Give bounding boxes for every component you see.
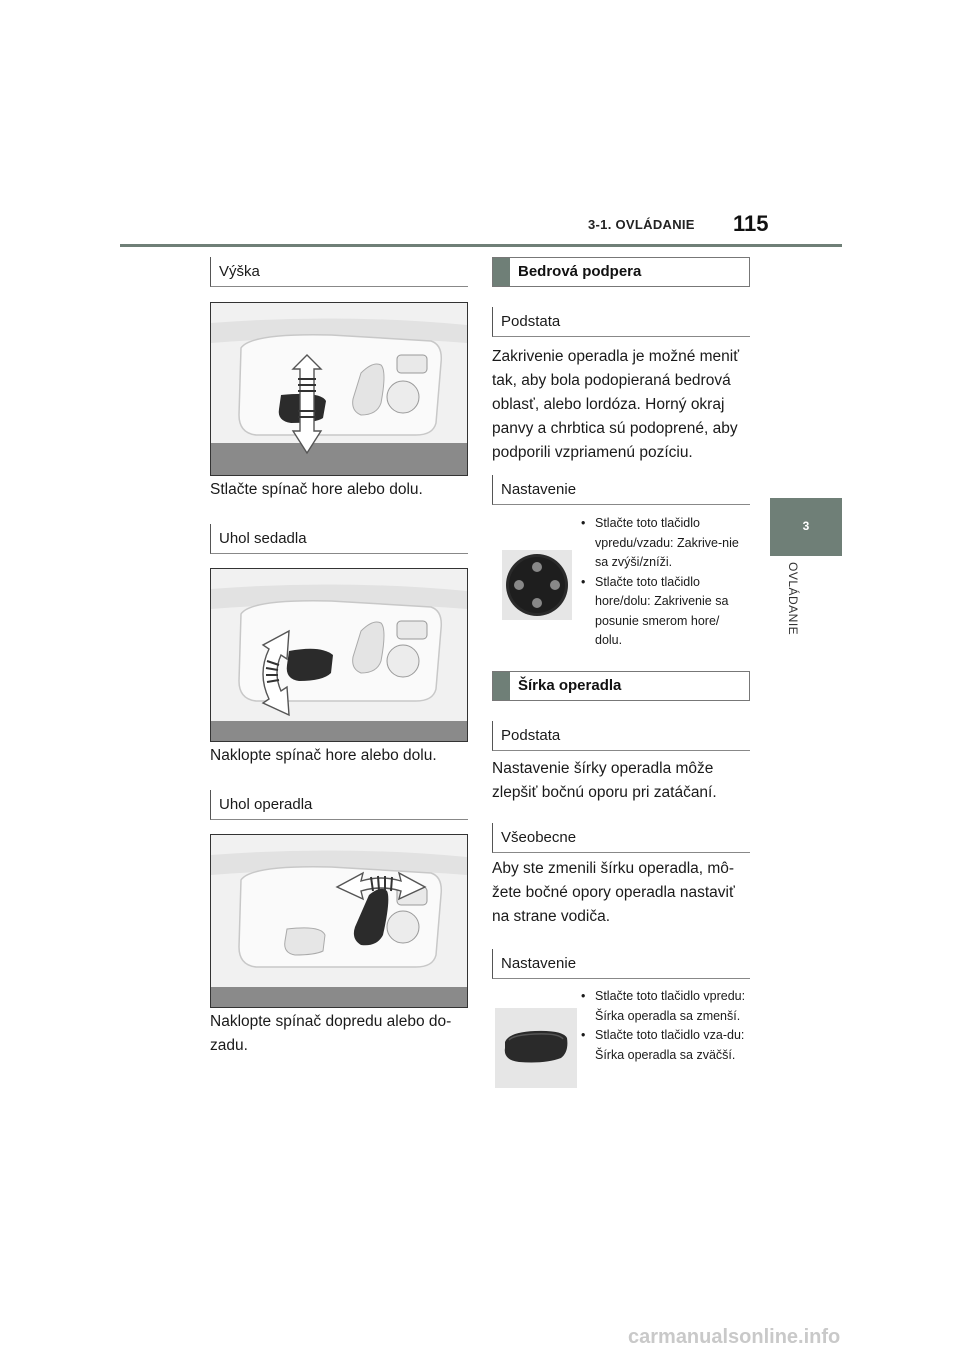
width-general-text: Aby ste zmenili šírku operadla, mô-žete bočné opory operadla nastaviť na strane vodiča. [492, 860, 735, 925]
watermark: carmanualsonline.info [628, 1326, 841, 1348]
lumbar-principle-text: Zakrivenie operadla je možné meniť tak, aby bola podopieraná bedrová oblasť, alebo lordóza. Horný okraj panvy a chrbtica sú podoprené, aby podporili vzpriamenú pozíciu. [492, 348, 740, 461]
chapter-number: 3 [802, 519, 810, 533]
lumbar-heading: Bedrová podpera [492, 257, 750, 287]
lumbar-button-illustration [502, 550, 572, 620]
lumbar-button-image [502, 550, 572, 620]
width-button-illustration [495, 1008, 577, 1088]
width-heading: Šírka operadla [492, 671, 750, 701]
lumbar-principle-heading: Podstata [492, 307, 750, 337]
height-text: Stlačte spínač hore alebo dolu. [210, 481, 423, 498]
backrest-angle-illustration [211, 835, 467, 1007]
seat-angle-heading: Uhol sedadla [210, 524, 468, 554]
height-heading: Výška [210, 257, 468, 287]
lumbar-adjust-heading: Nastavenie [492, 475, 750, 505]
seat-height-figure [210, 302, 468, 476]
width-principle-text: Nastavenie šírky operadla môže zlepšiť bočnú oporu pri zatáčaní. [492, 760, 717, 801]
section-label: 3-1. OVLÁDANIE [588, 217, 695, 232]
bullet-item: • Stlačte toto tlačidlo hore/dolu: Zakrivenie sa posunie smerom hore/ dolu. [580, 573, 748, 651]
bullet-item: • Stlačte toto tlačidlo vpredu: Šírka operadla sa zmenší. [580, 987, 748, 1026]
lumbar-bullets [580, 514, 748, 651]
backrest-angle-text: Naklopte spínač dopredu alebo do- zadu. [210, 1013, 452, 1054]
width-principle-heading: Podstata [492, 721, 750, 751]
bullet-item: • Stlačte toto tlačidlo vpredu/vzadu: Zakrive-nie sa zvýši/zníži. [580, 514, 748, 573]
seat-angle-text: Naklopte spínač hore alebo dolu. [210, 747, 437, 764]
backrest-angle-heading: Uhol operadla [210, 790, 468, 820]
chapter-label: OVLÁDANIE [786, 562, 800, 636]
page-number: 115 [733, 211, 769, 236]
width-bullets [580, 987, 748, 1065]
width-adjust-heading: Nastavenie [492, 949, 750, 979]
header-rule [120, 244, 842, 247]
seat-height-illustration [211, 303, 467, 475]
seat-angle-illustration [211, 569, 467, 741]
width-button-image [495, 1008, 577, 1088]
chapter-tab [770, 498, 842, 556]
backrest-angle-figure [210, 834, 468, 1008]
bullet-item: • Stlačte toto tlačidlo vza-du: Šírka operadla sa zväčší. [580, 1026, 748, 1065]
width-general-heading: Všeobecne [492, 823, 750, 853]
chapter-vertical-label [780, 562, 810, 672]
seat-angle-figure [210, 568, 468, 742]
